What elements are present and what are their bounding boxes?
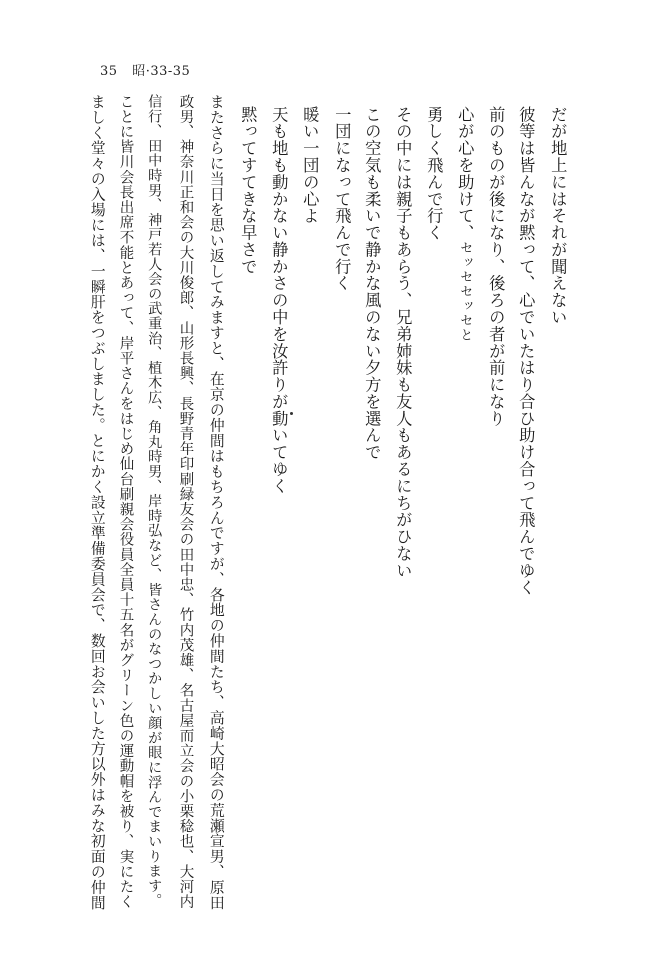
page-number: 35 [100, 64, 118, 79]
poem-line: 勇しく飛んで行く [424, 106, 444, 242]
poem-line: 一団になって飛んで行く [332, 106, 352, 292]
poem-line: その中には親子もあらう、兄弟姉妹も友人もあるにちがひない [393, 106, 413, 579]
prose-line: ことに皆川会長出席不能とあって、岸平さんをはじめ仙台刷親会役員全員十五名がグリーン色の運動帽を被り、実にたく [117, 94, 134, 910]
poem-line: 彼等は皆んなが黙って、心でいたはり合ひ助け合って飛んでゆく [516, 106, 536, 596]
poem-line: 暖い一団の心よ [300, 106, 320, 225]
running-title: 昭·33-35 [132, 64, 191, 79]
prose-line: 政男、神奈川正和会の大川俊郎、山形長興、長野青年印刷緑友会の田中忠、竹内茂雄、名古屋而立会の小栗稔也、大河内 [177, 94, 194, 910]
poem-line: 黙ってすてきな早さで [238, 106, 258, 275]
poem-onomatopoeia: セッセセッセと [457, 241, 473, 343]
page-header [100, 60, 190, 79]
poem-line-text: 心が心を助けて、 [455, 106, 475, 242]
poem-line [455, 106, 475, 343]
prose-line: ましく堂々の入場には、一瞬肝をつぶしました。とにかく設立準備委員会で、数回お会いした方以外はみな初面の仲間 [88, 94, 106, 911]
poem-line: 前のものが後になり、後ろの者が前になり [486, 106, 506, 427]
poem-line: この空気も柔いで静かな風のない夕方を選んで [362, 106, 382, 461]
prose-line: 信行、田中時男、神戸若人会の武重治、植木広、角丸時男、岸時弘など、皆さんのなつかしい顔が眼に浮んでまいります。 [146, 94, 163, 908]
prose-line: またさらに当日を思い返してみますと、在京の仲間はもちろんですが、各地の仲間たち、高崎大昭会の荒瀬宣男、原田 [207, 94, 225, 911]
poem-line: だが地上にはそれが聞えない [548, 106, 568, 326]
scan-speck [290, 412, 293, 415]
poem-line: 天も地も動かない静かさの中を汝許りが動いてゆく [269, 106, 289, 495]
